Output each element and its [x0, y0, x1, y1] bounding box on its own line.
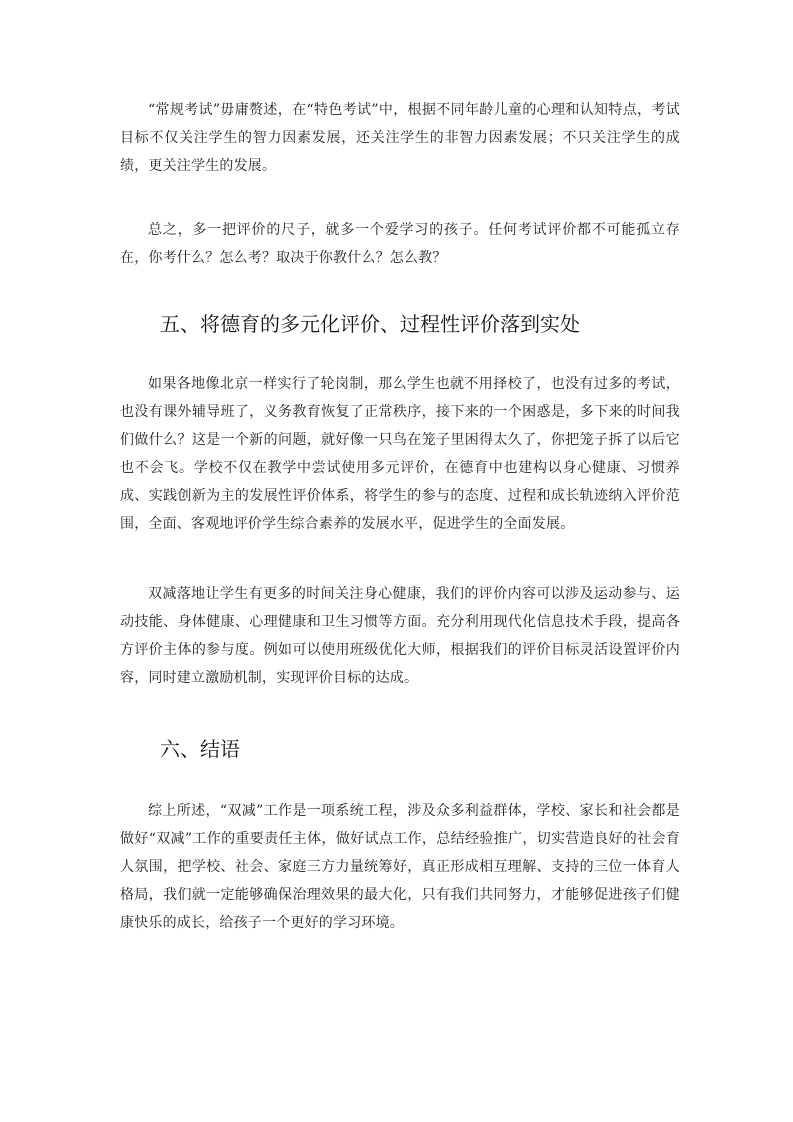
section-heading-five: 五、将德育的多元化评价、过程性评价落到实处 — [160, 312, 580, 336]
paragraph-rotation-system: 如果各地像北京一样实行了轮岗制，那么学生也就不用择校了，也没有过多的考试，也没有课外辅导班了，义务教育恢复了正常秩序，接下来的一个困惑是，多下来的时间我们做什么？这是一个新的问题，就好像一只鸟在笼子里困得太久了，你把笼子拆了以后它也不会飞。学校不仅在教学中尝试使用多元评价，在德育中也建构以身心健康、习惯养成、实践创新为主的发展性评价体系，将学生的参与的态度、过程和成长轨迹纳入评价范围，全面、客观地评价学生综合素养的发展水平，促进学生的全面发展。 — [120, 376, 680, 532]
section-heading-six: 六、结语 — [160, 737, 240, 761]
paragraph-summary: 总之，多一把评价的尺子，就多一个爱学习的孩子。任何考试评价都不可能孤立存在，你考什么？怎么考？取决于你教什么？怎么教？ — [120, 222, 680, 266]
paragraph-health-evaluation: 双减落地让学生有更多的时间关注身心健康，我们的评价内容可以涉及运动参与、运动技能、身体健康、心理健康和卫生习惯等方面。充分利用现代化信息技术手段，提高各方评价主体的参与度。例如可以使用班级优化大师，根据我们的评价目标灵活设置评价内容，同时建立激励机制，实现评价目标的达成。 — [120, 586, 680, 686]
paragraph-special-exams: “常规考试”毋庸赘述，在“特色考试”中，根据不同年龄儿童的心理和认知特点，考试目标不仅关注学生的智力因素发展，还关注学生的非智力因素发展；不只关注学生的成绩，更关注学生的发展。 — [120, 102, 680, 174]
paragraph-conclusion: 综上所述，“双减”工作是一项系统工程，涉及众多利益群体，学校、家长和社会都是做好“双减”工作的重要责任主体，做好试点工作，总结经验推广，切实营造良好的社会育人氛围，把学校、社会、家庭三方力量统筹好，真正形成相互理解、支持的三位一体育人格局，我们就一定能够确保治理效果的最大化，只有我们共同努力，才能够促进孩子们健康快乐的成长，给孩子一个更好的学习环境。 — [120, 803, 680, 931]
